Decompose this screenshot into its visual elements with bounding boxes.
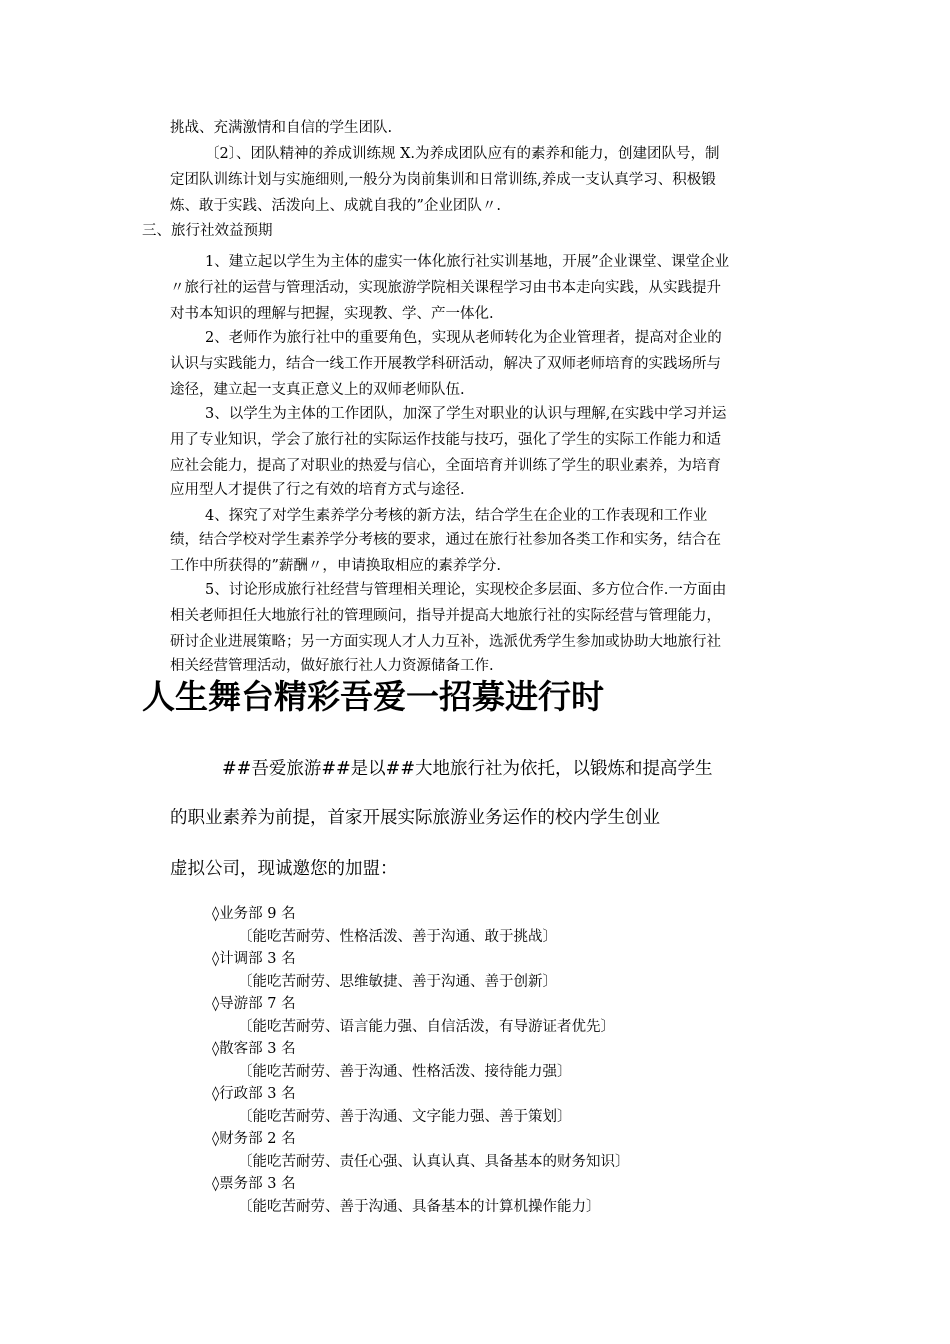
- department-requirements: 〔能吃苦耐劳、性格活泼、善于沟通、敢于挑战〕: [238, 929, 557, 945]
- department-name: ◊计调部 3 名: [212, 951, 296, 967]
- paragraph-line: 〔2〕、团队精神的养成训练规 X.为养成团队应有的素养和能力，创建团队号，制: [205, 146, 720, 162]
- paragraph-line: 炼、敢于实践、活泼向上、成就自我的”企业团队〃.: [170, 198, 502, 214]
- paragraph-line: 研讨企业进展策略；另一方面实现人才人力互补，选派优秀学生参加或协助大地旅行社: [170, 634, 721, 650]
- paragraph-line: 2、老师作为旅行社中的重要角色，实现从老师转化为企业管理者，提高对企业的: [205, 330, 722, 346]
- department-requirements: 〔能吃苦耐劳、善于沟通、具备基本的计算机操作能力〕: [238, 1199, 601, 1215]
- department-requirements: 〔能吃苦耐劳、语言能力强、自信活泼，有导游证者优先〕: [238, 1019, 615, 1035]
- department-requirements: 〔能吃苦耐劳、善于沟通、文字能力强、善于策划〕: [238, 1109, 572, 1125]
- paragraph-line: 绩，结合学校对学生素养学分考核的要求，通过在旅行社参加各类工作和实务，结合在: [170, 532, 721, 548]
- intro-line: ##吾爱旅游##是以##大地旅行社为依托，以锻炼和提高学生: [222, 759, 713, 779]
- department-name: ◊业务部 9 名: [212, 906, 296, 922]
- paragraph-line: 相关老师担任大地旅行社的管理顾问，指导并提高大地旅行社的实际经营与管理能力，: [170, 608, 721, 624]
- paragraph-line: 用了专业知识，学会了旅行社的实际运作技能与技巧，强化了学生的实际工作能力和适: [170, 432, 721, 448]
- department-name: ◊散客部 3 名: [212, 1041, 296, 1057]
- paragraph-line: 3、以学生为主体的工作团队，加深了学生对职业的认识与理解,在实践中学习并运: [205, 406, 727, 422]
- department-name: ◊导游部 7 名: [212, 996, 296, 1012]
- department-name: ◊行政部 3 名: [212, 1086, 296, 1102]
- paragraph-line: 应用型人才提供了行之有效的培育方式与途径.: [170, 482, 465, 498]
- paragraph-line: 5、讨论形成旅行社经营与管理相关理论，实现校企多层面、多方位合作.一方面由: [205, 582, 727, 598]
- intro-line: 虚拟公司，现诚邀您的加盟：: [170, 859, 398, 879]
- section-heading: 三、旅行社效益预期: [142, 223, 273, 239]
- paragraph-line: 定团队训练计划与实施细则,一般分为岗前集训和日常训练,养成一支认真学习、积极锻: [170, 172, 716, 188]
- department-name: ◊票务部 3 名: [212, 1176, 296, 1192]
- page-title: 人生舞台精彩吾爱一招募进行时: [142, 677, 604, 716]
- paragraph-line: 对书本知识的理解与把握，实现教、学、产一体化.: [170, 306, 494, 322]
- paragraph-line: 应社会能力，提高了对职业的热爱与信心，全面培育并训练了学生的职业素养，为培育: [170, 458, 721, 474]
- paragraph-line: 1、建立起以学生为主体的虚实一体化旅行社实训基地，开展”企业课堂、课堂企业: [205, 254, 730, 270]
- paragraph-line: 4、探究了对学生素养学分考核的新方法，结合学生在企业的工作表现和工作业: [205, 508, 708, 524]
- paragraph-line: 〃旅行社的运营与管理活动，实现旅游学院相关课程学习由书本走向实践，从实践提升: [170, 280, 721, 296]
- paragraph-line: 挑战、充满激情和自信的学生团队.: [170, 120, 393, 136]
- paragraph-line: 途径，建立起一支真正意义上的双师老师队伍.: [170, 382, 465, 398]
- paragraph-line: 认识与实践能力，结合一线工作开展教学科研活动，解决了双师老师培育的实践场所与: [170, 356, 721, 372]
- paragraph-line: 工作中所获得的”薪酬〃，申请换取相应的素养学分.: [170, 558, 502, 574]
- department-name: ◊财务部 2 名: [212, 1131, 296, 1147]
- department-requirements: 〔能吃苦耐劳、责任心强、认真认真、具备基本的财务知识〕: [238, 1154, 630, 1170]
- department-requirements: 〔能吃苦耐劳、善于沟通、性格活泼、接待能力强〕: [238, 1064, 572, 1080]
- intro-line: 的职业素养为前提，首家开展实际旅游业务运作的校内学生创业: [170, 808, 660, 828]
- paragraph-line: 相关经营管理活动，做好旅行社人力资源储备工作.: [170, 658, 494, 674]
- department-requirements: 〔能吃苦耐劳、思维敏捷、善于沟通、善于创新〕: [238, 974, 557, 990]
